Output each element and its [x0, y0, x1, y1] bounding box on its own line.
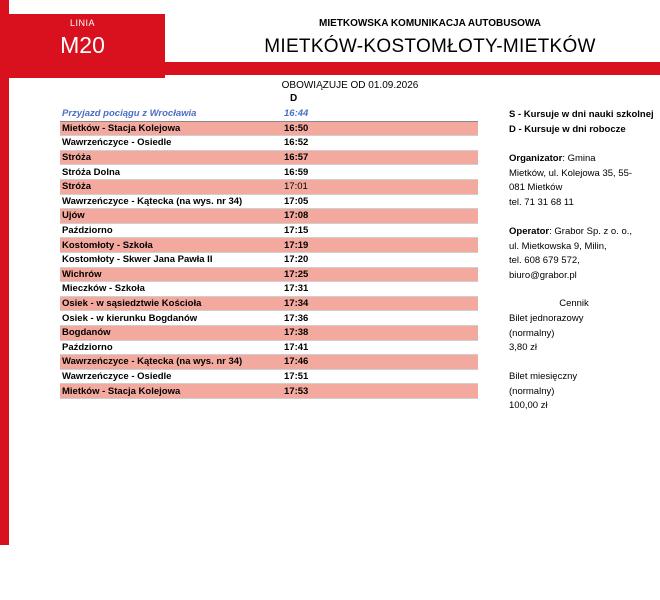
legend-d: D - Kursuje w dni robocze [509, 123, 626, 135]
operator-info [509, 225, 632, 283]
stop-row [60, 384, 478, 399]
stop-row [60, 180, 478, 195]
stop-time: 17:20 [284, 254, 309, 266]
timetable [60, 107, 478, 399]
stop-row [60, 151, 478, 166]
header-red-strip [165, 62, 660, 75]
price-single-line2: (normalny) [509, 327, 555, 339]
stop-name: Stróża Dolna [62, 166, 121, 178]
stop-name: Mieczków - Szkoła [62, 283, 145, 295]
stop-time: 17:53 [284, 385, 309, 397]
stop-row [60, 282, 478, 297]
stop-name: Kostomłoty - Skwer Jana Pawła II [62, 254, 213, 266]
stop-time: 17:15 [284, 225, 309, 237]
stop-row [60, 209, 478, 224]
stop-time: 17:51 [284, 370, 309, 382]
line-number: M20 [60, 32, 105, 58]
stop-row [60, 136, 478, 151]
stop-name: Osiek - w kierunku Bogdanów [62, 312, 198, 324]
train-arrival-label: Przyjazd pociągu z Wrocławia [62, 108, 197, 120]
stop-row [60, 326, 478, 341]
price-single-line1: Bilet jednorazowy [509, 313, 584, 324]
route-title: MIETKÓW-KOSTOMŁOTY-MIETKÓW [264, 36, 596, 57]
stop-name: Osiek - w sąsiedztwie Kościoła [62, 298, 202, 310]
stop-name: Mietków - Stacja Kolejowa [62, 122, 181, 134]
stop-row [60, 122, 478, 137]
stop-name: Paździorno [62, 225, 113, 237]
stop-time: 17:25 [284, 268, 309, 280]
stop-row [60, 238, 478, 253]
stop-row [60, 341, 478, 356]
stop-row [60, 224, 478, 239]
stop-time: 17:38 [284, 327, 309, 339]
price-monthly-line1: Bilet miesięczny [509, 371, 578, 382]
stop-time: 17:01 [284, 181, 308, 193]
stop-row [60, 311, 478, 326]
stop-name: Mietków - Stacja Kolejowa [62, 385, 181, 397]
stop-name: Stróża [62, 181, 92, 193]
operator-line2: ul. Mietkowska 9, Milin, [509, 240, 607, 252]
stop-time: 16:57 [284, 152, 309, 164]
organizer-label: Organizator [509, 153, 563, 164]
stop-time: 17:31 [284, 283, 309, 295]
organizer-line3: 081 Mietków [509, 182, 563, 194]
stop-row [60, 195, 478, 210]
stop-row [60, 355, 478, 370]
organizer-line4: tel. 71 31 68 11 [509, 196, 574, 208]
stop-name: Wawrzeńczyce - Kątecka (na wys. nr 34) [62, 195, 243, 207]
operator-line3: tel. 608 679 572, [509, 255, 580, 267]
price-monthly [509, 370, 577, 414]
stop-name: Wawrzeńczyce - Osiedle [62, 370, 172, 382]
stop-time: 16:59 [284, 166, 309, 178]
organizer-info [509, 152, 632, 210]
stop-time: 17:34 [284, 298, 309, 310]
stop-name: Paździorno [62, 341, 113, 353]
stop-time: 17:05 [284, 195, 309, 207]
stop-name: Stróża [62, 152, 92, 164]
stop-row [60, 297, 478, 312]
stop-time: 17:41 [284, 341, 309, 353]
line-label: LINIA [69, 18, 95, 28]
column-header-d: D [290, 93, 298, 104]
organizer-line1: : Gmina [562, 153, 596, 164]
operator-line4: biuro@grabor.pl [509, 269, 577, 281]
price-monthly-line2: (normalny) [509, 385, 555, 397]
price-monthly-value: 100,00 zł [509, 400, 548, 412]
stop-name: Wichrów [62, 268, 102, 280]
legend-s: S - Kursuje w dni nauki szkolnej [509, 109, 654, 120]
operator-line1: : Grabor Sp. z o. o., [549, 226, 633, 237]
organizer-line2: Mietków, ul. Kolejowa 35, 55- [509, 167, 633, 179]
stop-time: 17:19 [284, 239, 309, 251]
legend [509, 108, 654, 137]
train-arrival-time: 16:44 [284, 108, 309, 120]
price-title: Cennik [559, 298, 589, 309]
stop-time: 16:52 [284, 137, 309, 149]
line-badge [0, 14, 165, 78]
stop-time: 17:08 [284, 210, 309, 222]
stop-name: Wawrzeńczyce - Kątecka (na wys. nr 34) [62, 356, 243, 368]
stop-time: 17:46 [284, 356, 309, 368]
stop-row [60, 165, 478, 180]
stop-name: Wawrzeńczyce - Osiedle [62, 137, 172, 149]
company-name: MIETKOWSKA KOMUNIKACJA AUTOBUSOWA [318, 18, 542, 29]
left-red-bar [0, 0, 9, 545]
operator-label: Operator [509, 226, 550, 237]
stop-time: 17:36 [284, 312, 309, 324]
stop-row [60, 370, 478, 385]
stop-name: Kostomłoty - Szkoła [62, 239, 153, 251]
stop-row [60, 253, 478, 268]
stop-name: Ujów [62, 210, 85, 222]
stop-row [60, 268, 478, 283]
price-single [509, 312, 583, 356]
valid-from: OBOWIĄZUJE OD 01.09.2026 [281, 80, 419, 91]
train-arrival-row [60, 107, 478, 122]
price-single-value: 3,80 zł [509, 342, 537, 354]
stop-name: Bogdanów [62, 327, 111, 339]
stop-time: 16:50 [284, 122, 309, 134]
